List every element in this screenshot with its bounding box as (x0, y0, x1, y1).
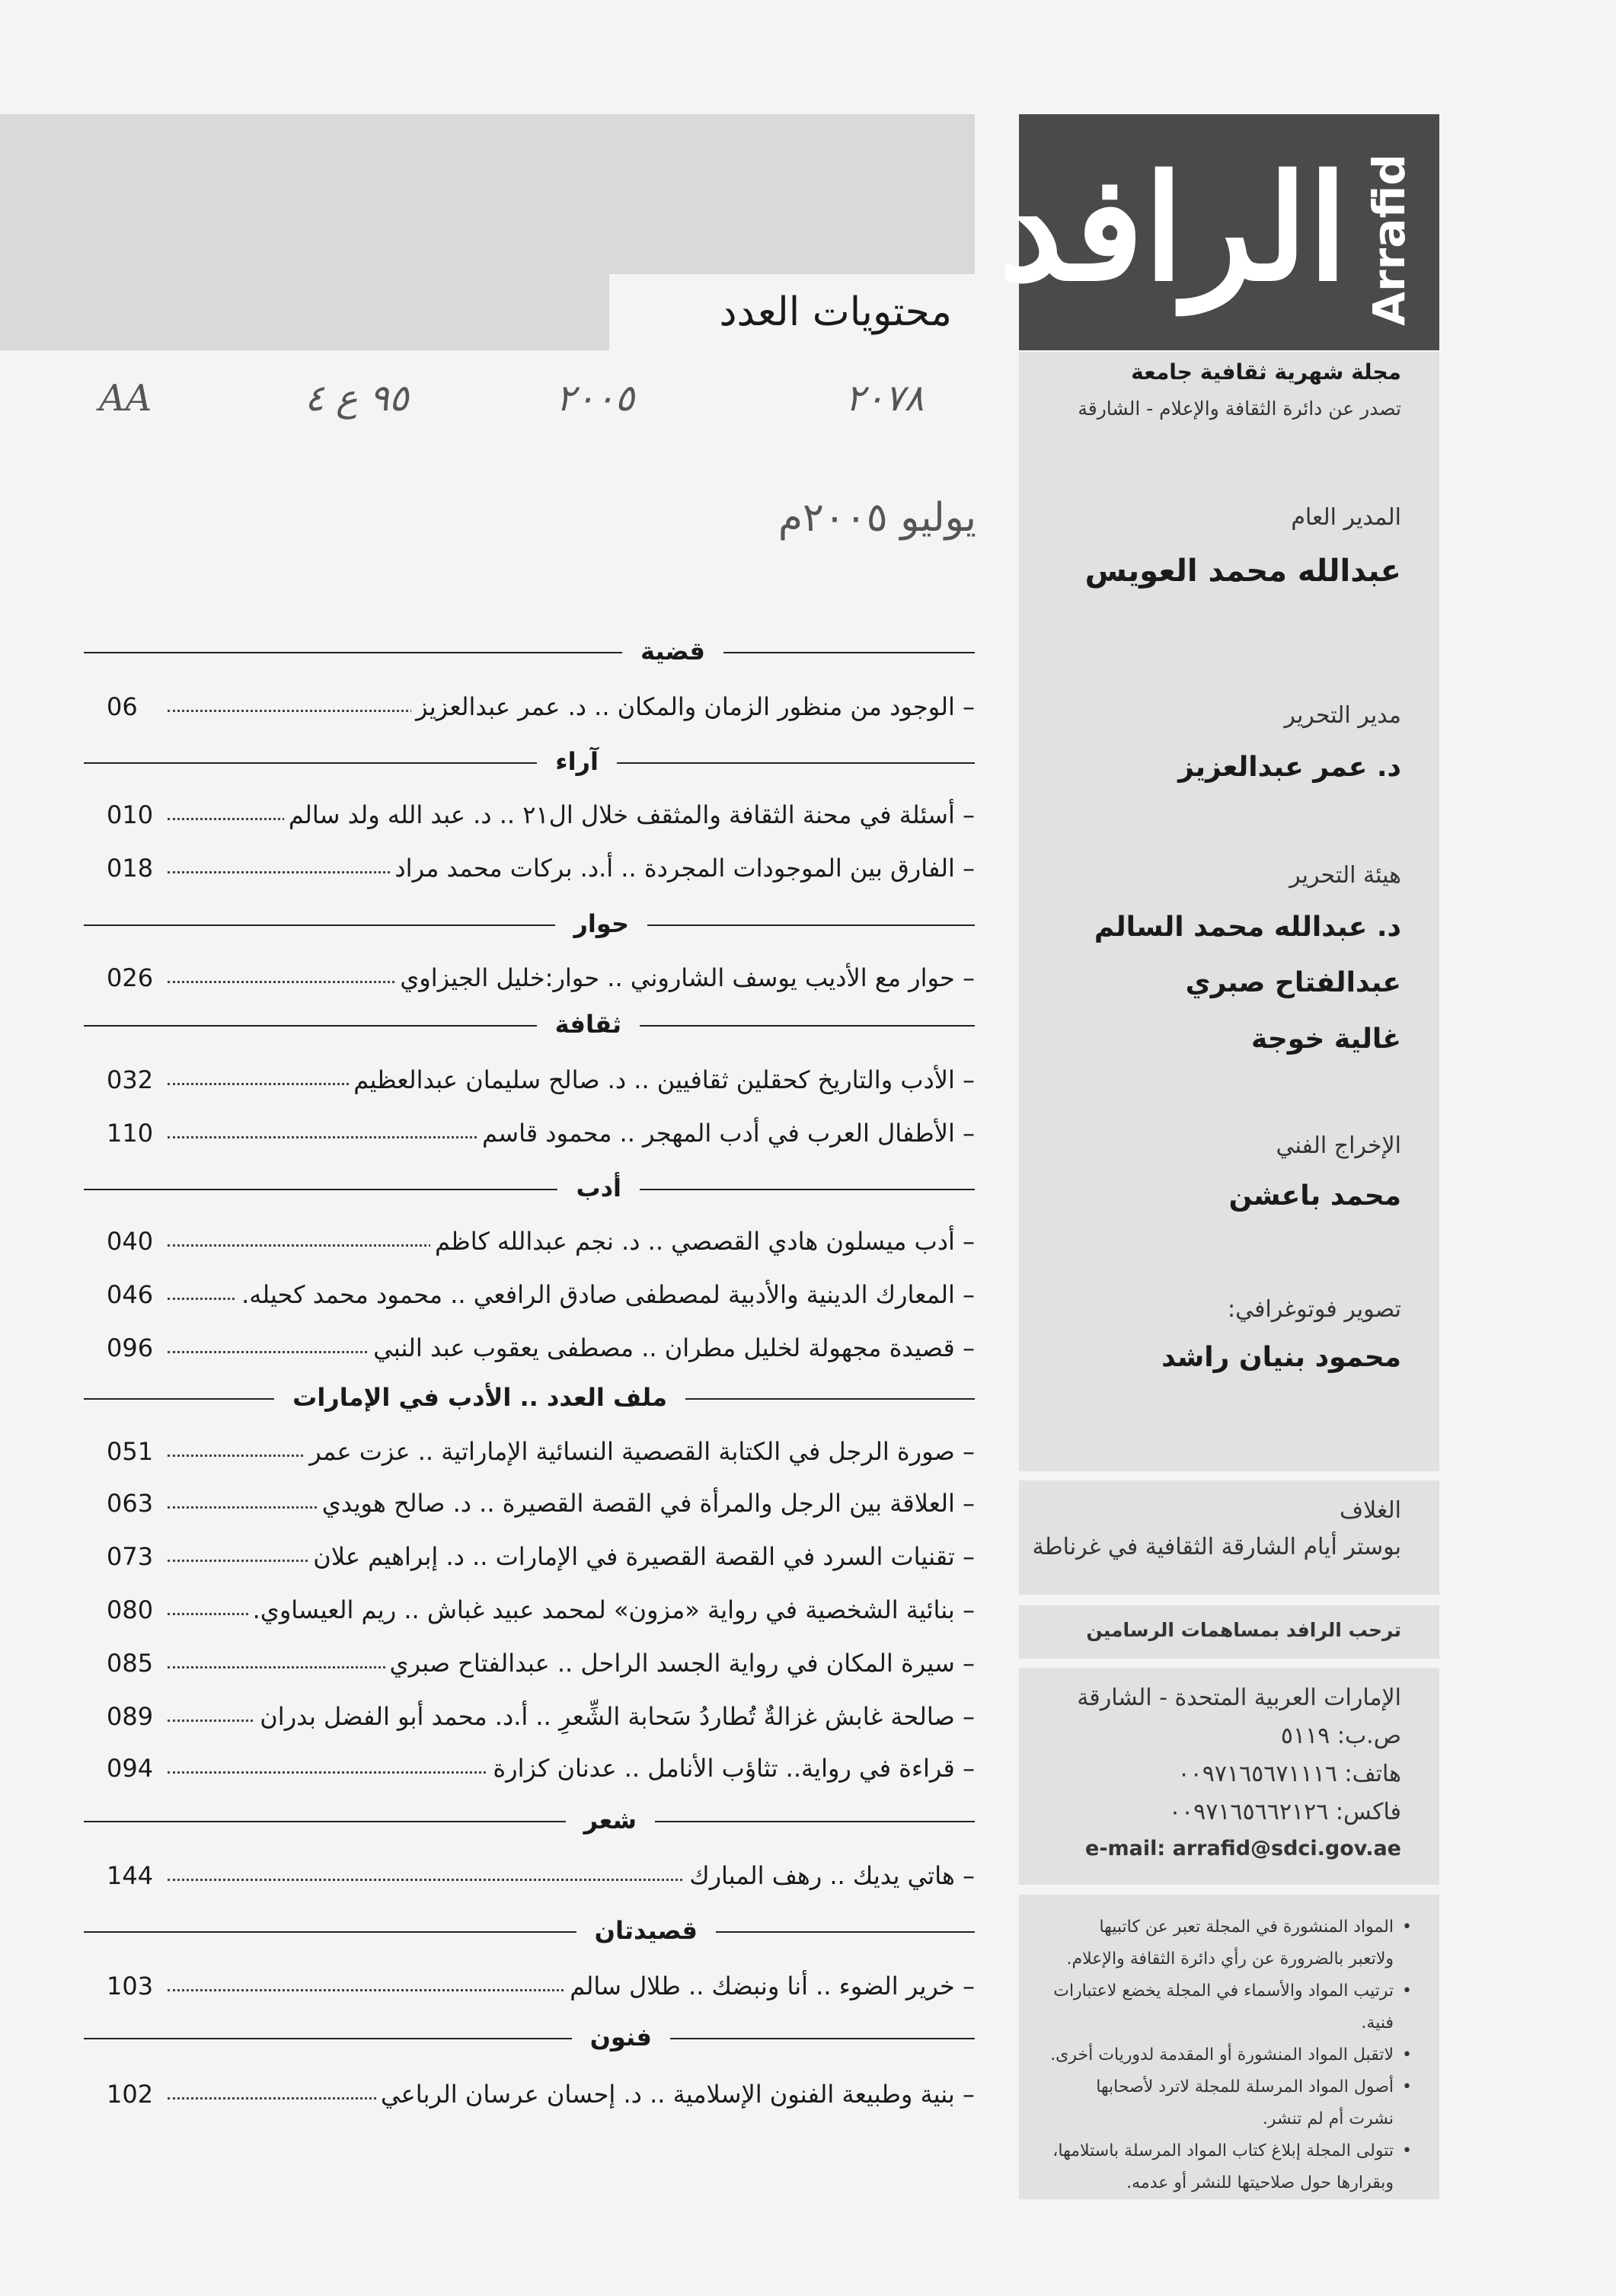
handwritten-note: ٩٥ ع ٤ (305, 377, 409, 420)
toc-entry[interactable] (84, 1430, 975, 1473)
header-band-lower (0, 274, 609, 350)
entry-page: 103 (107, 1972, 154, 2001)
section-label: ملف العدد .. الأدب في الإمارات (274, 1378, 685, 1416)
address-text: الإمارات العربية المتحدة - الشارقة (1077, 1684, 1401, 1711)
section-header (84, 2018, 975, 2056)
section-label: قصيدتان (576, 1911, 716, 1950)
section-label: شعر (566, 1801, 655, 1839)
section-header (84, 1378, 975, 1416)
section-header (84, 905, 975, 943)
issue-date: يوليو ٢٠٠٥م (778, 495, 976, 541)
toc-entry[interactable] (84, 1642, 975, 1684)
editor-label: مدير التحرير (1284, 702, 1401, 729)
entry-title: – صالحة غابش غزالةٌ تُطاردُ سَحابة الشِّعرِ .. أ.د. محمد أبو الفضل بدران (255, 1695, 975, 1738)
entry-title: – هاتي يديك .. رهف المبارك (685, 1854, 975, 1897)
board-member: عبدالفتاح صبري (1185, 967, 1401, 998)
section-label: ثقافة (537, 1005, 640, 1043)
section-rule (84, 924, 975, 926)
entry-page: 080 (107, 1595, 154, 1624)
entry-title: – العلاقة بين الرجل والمرأة في القصة القصيرة .. د. صالح هويدي (318, 1482, 975, 1525)
entry-page: 032 (107, 1065, 154, 1094)
entry-page: 040 (107, 1227, 154, 1256)
entry-title: – تقنيات السرد في القصة القصيرة في الإمارات .. د. إبراهيم علان (308, 1535, 975, 1578)
toc-entry[interactable] (84, 1327, 975, 1369)
entry-title: – الفارق بين الموجودات المجردة .. أ.د. بركات محمد مراد (390, 847, 975, 889)
section-label: قضية (622, 632, 723, 670)
toc-entry[interactable] (84, 956, 975, 999)
toc-entry[interactable] (84, 1589, 975, 1631)
editor-name: د. عمر عبدالعزيز (1178, 752, 1401, 783)
toc-entry[interactable] (84, 1059, 975, 1101)
note-item: • المواد المنشورة في المجلة تعبر عن كاتبيها ولاتعبر بالضرورة عن رأي دائرة الثقافة والإعلام. (1066, 1918, 1412, 1969)
section-header (84, 1801, 975, 1839)
section-label: حوار (555, 905, 647, 943)
photo-label: تصوير فوتوغرافي: (1227, 1296, 1401, 1323)
toc-entry[interactable] (84, 1747, 975, 1790)
entry-title: – سيرة المكان في رواية الجسد الراحل .. عبدالفتاح صبري (385, 1642, 975, 1684)
editorial-notes (1019, 1895, 1439, 2199)
section-rule (84, 1189, 975, 1190)
section-header (84, 742, 975, 781)
entry-title: – قصيدة مجهولة لخليل مطران .. مصطفى يعقوب عبد النبي (369, 1327, 975, 1369)
section-label: فنون (572, 2018, 670, 2056)
toc-entry[interactable] (84, 1854, 975, 1897)
toc-entry[interactable] (84, 1695, 975, 1738)
general-manager-name: عبدالله محمد العويس (1084, 554, 1401, 589)
section-rule (84, 762, 975, 764)
entry-page: 096 (107, 1333, 154, 1362)
entry-page: 046 (107, 1280, 154, 1309)
entry-title: – صورة الرجل في الكتابة القصصية النسائية الإماراتية .. عزت عمر (305, 1430, 975, 1473)
entry-page: 06 (107, 692, 138, 721)
entry-title: – أدب ميسلون هادي القصصي .. د. نجم عبدالله كاظم (430, 1220, 975, 1263)
toc-entry[interactable] (84, 847, 975, 889)
photographer-name: محمود بنيان راشد (1161, 1342, 1401, 1373)
welcome-text: ترحب الرافد بمساهمات الرسامين (1086, 1619, 1401, 1641)
handwritten-note: ٢٠٧٨ (845, 377, 925, 420)
logo-arabic: الرافد (998, 143, 1348, 313)
section-header (84, 1005, 975, 1043)
section-rule (84, 1025, 975, 1027)
entry-page: 089 (107, 1702, 154, 1731)
toc-entry[interactable] (84, 685, 975, 728)
entry-title: – الأدب والتاريخ كحقلين ثقافيين .. د. صالح سليمان عبدالعظيم (349, 1059, 975, 1101)
section-rule (84, 1931, 975, 1933)
note-item: • أصول المواد المرسلة للمجلة لاترد لأصحابها نشرت أم لم تنشر. (1096, 2077, 1412, 2128)
po-box-text: ص.ب: ٥١١٩ (1280, 1723, 1401, 1749)
cover-box (1019, 1480, 1439, 1595)
design-label: الإخراج الفني (1276, 1132, 1401, 1159)
note-item: • لاتقبل المواد المنشورة أو المقدمة لدوريات أخرى. (1050, 2045, 1412, 2064)
toc-entry[interactable] (84, 1112, 975, 1154)
entry-page: 010 (107, 800, 154, 829)
board-label: هيئة التحرير (1289, 862, 1401, 889)
entry-page: 094 (107, 1754, 154, 1783)
general-manager-label: المدير العام (1291, 504, 1401, 531)
cover-label: الغلاف (1340, 1497, 1401, 1524)
entry-title: – بنية وطبيعة الفنون الإسلامية .. د. إحسان عرسان الرباعي (376, 2073, 975, 2116)
header-band (0, 114, 975, 274)
contact-box (1019, 1668, 1439, 1885)
toc-entry[interactable] (84, 1965, 975, 2007)
toc-entry[interactable] (84, 1220, 975, 1263)
entry-title: – الوجود من منظور الزمان والمكان .. د. عمر عبدالعزيز (411, 685, 975, 728)
handwritten-note: AA (99, 377, 152, 420)
masthead-logo (998, 114, 1439, 350)
entry-title: – خرير الضوء .. أنا ونبضك .. طلال سالم (565, 1965, 975, 2007)
email-text: e-mail: arrafid@sdci.gov.ae (1085, 1837, 1401, 1860)
staff-panel (1019, 352, 1439, 1471)
handwritten-note: ٢٠٠٥ (556, 377, 635, 420)
cover-text: بوستر أيام الشارقة الثقافية في غرناطة (1032, 1534, 1401, 1560)
entry-page: 144 (107, 1861, 154, 1890)
magazine-subtitle: مجلة شهرية ثقافية جامعة (1131, 359, 1401, 385)
entry-page: 073 (107, 1542, 154, 1571)
note-item: • ترتيب المواد والأسماء في المجلة يخضع لاعتبارات فنية. (1053, 1981, 1412, 2033)
entry-page: 063 (107, 1489, 154, 1518)
entry-title: – المعارك الدينية والأدبية لمصطفى صادق الرافعي .. محمود محمد كحيله. (237, 1273, 975, 1316)
section-rule (84, 1821, 975, 1822)
entry-page: 018 (107, 854, 154, 883)
toc-entry[interactable] (84, 2073, 975, 2116)
toc-entry[interactable] (84, 1273, 975, 1316)
entry-title: – الأطفال العرب في أدب المهجر .. محمود قاسم (477, 1112, 975, 1154)
welcome-box (1019, 1605, 1439, 1659)
page-title: محتويات العدد (609, 274, 975, 350)
section-label: أدب (557, 1169, 640, 1207)
entry-page: 102 (107, 2080, 154, 2109)
entry-title: – بنائية الشخصية في رواية «مزون» لمحمد عبيد غباش .. ريم العيساوي. (248, 1589, 975, 1631)
designer-name: محمد باعشن (1228, 1180, 1401, 1212)
toc-entry[interactable] (84, 1482, 975, 1525)
entry-page: 026 (107, 963, 154, 992)
phone-text: هاتف: ٠٠٩٧١٦٥٦٧١١١٦ (1177, 1761, 1401, 1787)
section-label: آراء (537, 742, 617, 781)
section-rule (84, 652, 975, 653)
entry-title: – حوار مع الأديب يوسف الشاروني .. حوار:خليل الجيزاوي (395, 956, 975, 999)
board-member: غالية خوجة (1251, 1023, 1401, 1055)
entry-page: 051 (107, 1437, 154, 1466)
section-header (84, 632, 975, 670)
note-item: • تتولى المجلة إبلاغ كتاب المواد المرسلة باستلامها، وبقرارها حول صلاحيتها للنشر أو عدمه. (1052, 2141, 1412, 2192)
logo-latin: Arrafid (1363, 154, 1415, 326)
publisher-line: تصدر عن دائرة الثقافة والإعلام - الشارقة (1078, 398, 1401, 420)
toc-entry[interactable] (84, 1535, 975, 1578)
entry-page: 110 (107, 1119, 154, 1148)
section-header (84, 1911, 975, 1950)
toc-entry[interactable] (84, 794, 975, 836)
entry-title: – أسئلة في محنة الثقافة والمثقف خلال ال٢١ .. د. عبد الله ولد سالم (284, 794, 975, 836)
fax-text: فاكس: ٠٠٩٧١٦٥٦٦٢١٢٦ (1168, 1799, 1401, 1825)
section-rule (84, 2038, 975, 2039)
board-member: د. عبدالله محمد السالم (1094, 912, 1401, 943)
entry-title: – قراءة في رواية.. تثاؤب الأنامل .. عدنان كزارة (488, 1747, 975, 1790)
section-header (84, 1169, 975, 1207)
entry-page: 085 (107, 1649, 154, 1678)
